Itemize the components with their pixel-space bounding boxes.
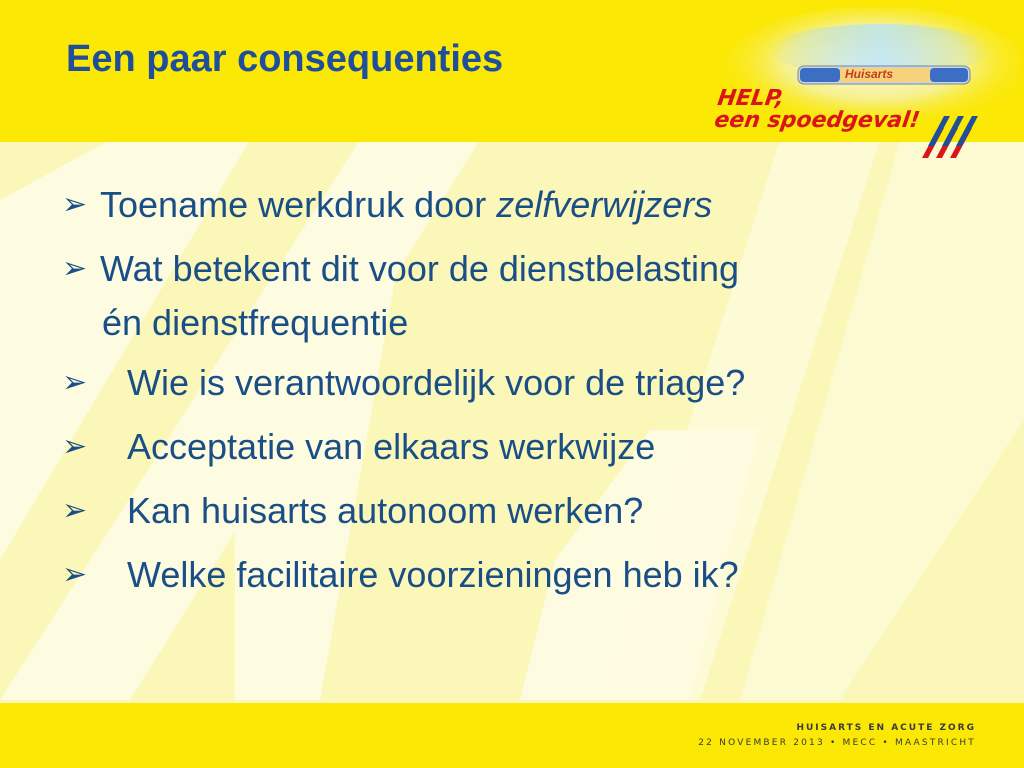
bullet-text: Wat betekent dit voor de dienstbelasting (100, 248, 740, 289)
logo-text (713, 88, 924, 132)
bullet-item (60, 178, 960, 232)
bullet-text: Welke facilitaire voorzieningen heb ik? (127, 554, 739, 595)
footer-organization: HUISARTS EN ACUTE ZORG (796, 723, 976, 733)
arrow-bullet-icon: ➢ (62, 366, 88, 399)
arrow-bullet-icon: ➢ (62, 252, 88, 285)
arrow-bullet-icon: ➢ (62, 430, 88, 463)
bullet-item (60, 548, 960, 602)
arrow-bullet-icon: ➢ (62, 188, 88, 221)
bullet-item (60, 242, 960, 350)
logo-line-1: HELP, (715, 86, 786, 111)
lightbar-label: Huisarts (845, 67, 894, 81)
arrow-bullet-icon: ➢ (62, 494, 88, 527)
bullet-text: Toename werkdruk door (100, 184, 497, 225)
logo-line-2: een spoedgeval! (712, 108, 922, 133)
bullet-item (60, 484, 960, 538)
bullet-text: Acceptatie van elkaars werkwijze (127, 426, 656, 467)
bullet-text: Wie is verantwoordelijk voor de triage? (127, 362, 746, 403)
bullet-emphasis: zelfverwijzers (496, 184, 713, 225)
bullet-text: Kan huisarts autonoom werken? (127, 490, 644, 531)
footer-event-info: 22 NOVEMBER 2013 • MECC • MAASTRICHT (698, 738, 976, 748)
arrow-bullet-icon: ➢ (62, 558, 88, 591)
slide-title: Een paar consequenties (66, 38, 504, 80)
bullet-item (60, 356, 960, 410)
bullet-continuation: én dienstfrequentie (102, 302, 409, 343)
bullet-list (60, 178, 960, 612)
bullet-item (60, 420, 960, 474)
footer-band (0, 703, 1024, 768)
